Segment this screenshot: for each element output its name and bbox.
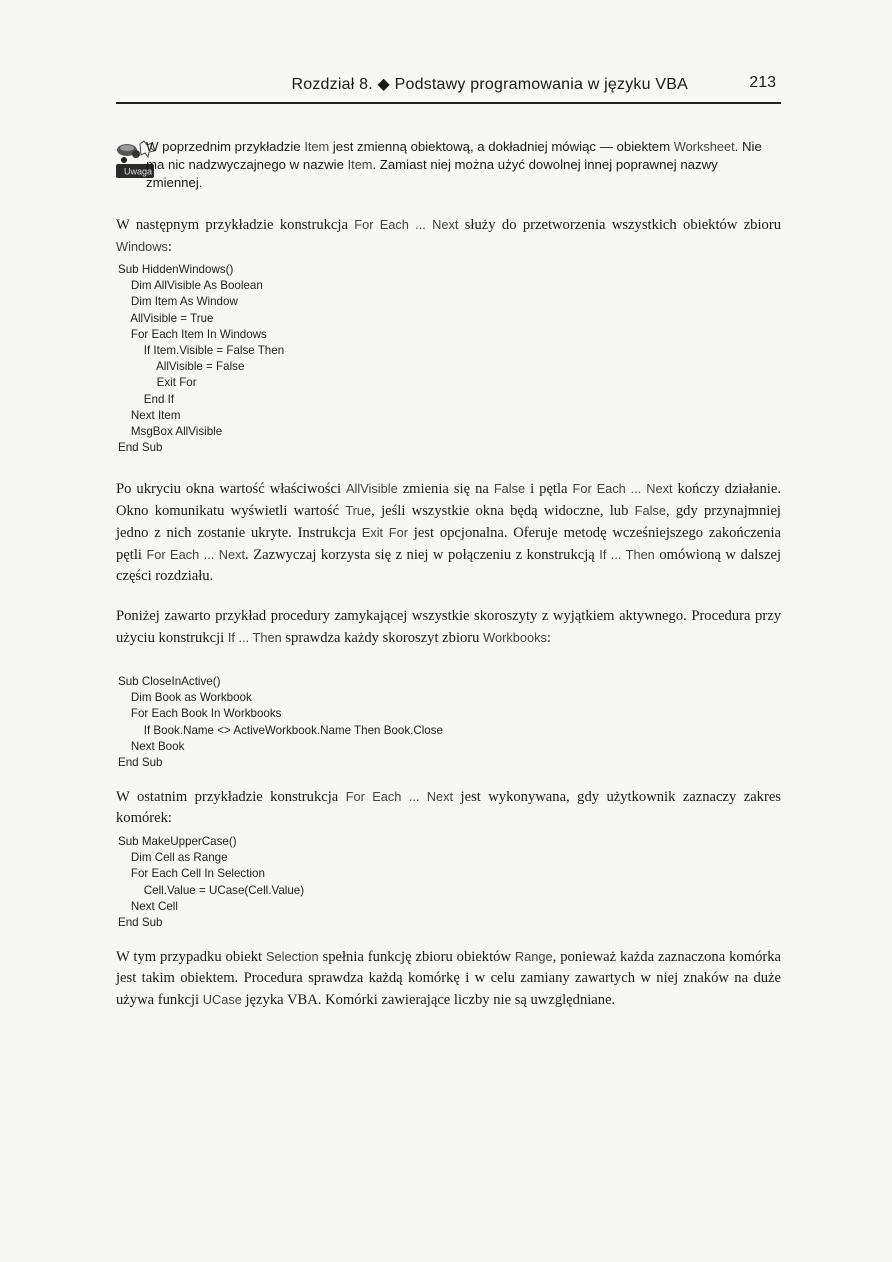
paragraph-1: W następnym przykładzie konstrukcja For Each ... Next służy do przetworzenia wszystkich obiektów zbioru Windows: <box>116 217 781 255</box>
page-header <box>116 74 776 104</box>
code-listing-hidden-windows: Sub HiddenWindows() Dim AllVisible As Boolean Dim Item As Window AllVisible = True For Each Item In Windows If Item.Visible = False Then AllVisible = False Exit For End If Next Item MsgBox AllVisible End Sub <box>118 263 285 455</box>
page-number: 213 <box>749 74 776 91</box>
code-listing-make-upper-case: Sub MakeUpperCase() Dim Cell as Range For Each Cell In Selection Cell.Value = UCase(Cell.Value) Next Cell End Sub <box>118 835 305 930</box>
paragraph-2: Po ukryciu okna wartość właściwości AllVisible zmienia się na False i pętla For Each ... Next kończy działanie. Okno komunikatu wyświetli wartość True, jeśli wszystkie okna będą widoczne, lub False, gdy przynajmniej jedno z nich zostanie ukryte. Instrukcja Exit For jest opcjonalna. Oferuje metodę wcześniejszego zakończenia pętli For Each ... Next. Zazwyczaj korzysta się z niej w połączeniu z konstrukcją If ... Then omówioną w dalszej części rozdziału. <box>116 481 781 584</box>
paragraph-4: W ostatnim przykładzie konstrukcja For Each ... Next jest wykonywana, gdy użytkownik zaznaczy zakres komórek: <box>116 789 781 826</box>
code-listing-close-inactive: Sub CloseInActive() Dim Book as Workbook For Each Book In Workbooks If Book.Name <> ActiveWorkbook.Name Then Book.Close Next Book End Sub <box>118 675 443 770</box>
paragraph-5: W tym przypadku obiekt Selection spełnia funkcję zbioru obiektów Range, ponieważ każda zaznaczona komórka jest takim obiektem. Procedura sprawdza każdą komórkę i w celu zamiany zawartych w niej znaków na duże używa funkcji UCase języka VBA. Komórki zawierające liczby nie są uwzględniane. <box>116 949 781 1008</box>
note-box <box>116 138 781 198</box>
running-title: Rozdział 8. ◆ Podstawy programowania w języku VBA <box>291 76 688 93</box>
paragraph-3: Poniżej zawarto przykład procedury zamykającej wszystkie skoroszyty z wyjątkiem aktywnego. Procedura przy użyciu konstrukcji If ... Then sprawdza każdy skoroszyt zbioru Workbooks: <box>116 608 781 646</box>
header-rule <box>116 102 781 104</box>
note-icon-label: Uwaga <box>123 166 153 177</box>
note-text: W poprzednim przykładzie Item jest zmienną obiektową, a dokładniej mówiąc — obiektem Worksheet. Nie ma nic nadzwyczajnego w nazwie Item. Zamiast niej można użyć dowolnej innej poprawnej nazwy zmiennej. <box>146 139 762 190</box>
